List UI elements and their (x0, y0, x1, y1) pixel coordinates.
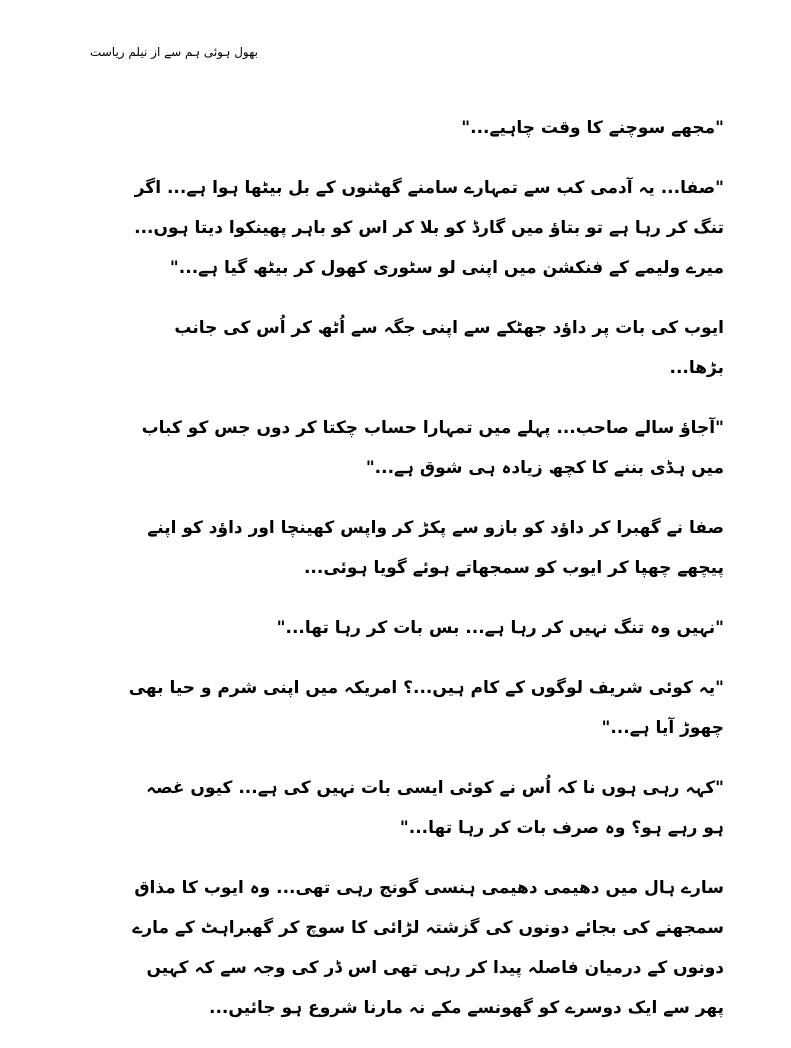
paragraph-4: "آجاؤ سالے صاحب... پہلے میں تمہارا حساب چکتا کر دوں جس کو کباب میں ہڈی بننے کا کچھ زیادہ ہی شوق ہے..." (141, 418, 724, 478)
page-header: بھول ہوئی ہم سے از نیلم ریاست (89, 45, 258, 59)
paragraph-3: ایوب کی بات پر داؤد جھٹکے سے اپنی جگہ سے اُٹھ کر اُس کی جانب بڑھا... (174, 318, 724, 378)
paragraph-9: سارے ہال میں دھیمی دھیمی ہنسی گونج رہی تھی... وہ ایوب کا مذاق سمجھنے کی بجائے دونوں کی گزشتہ لڑائی کا سوچ کر گھبراہٹ کے مارے دونوں کے درمیان فاصلہ پیدا کر رہی تھی اس ڈر کی وجہ سے کہ کہیں پھر سے ایک دوسرے کو گھونسے مکے نہ مارنا شروع ہو جائیں... (132, 878, 724, 1018)
document-body (120, 108, 724, 1048)
paragraph-8: "کہہ رہی ہوں نا کہ اُس نے کوئی ایسی بات نہیں کی ہے... کیوں غصہ ہو رہے ہو؟ وہ صرف بات کر رہا تھا..." (146, 778, 724, 838)
paragraph-1: "مجھے سوچنے کا وقت چاہیے..." (461, 118, 724, 138)
paragraph-5: صفا نے گھبرا کر داؤد کو بازو سے پکڑ کر واپس کھینچا اور داؤد کو اپنے پیچھے چھپا کر ایوب کو سمجھاتے ہوئے گویا ہوئی... (147, 518, 724, 578)
paragraph-2: "صفا... یہ آدمی کب سے تمہارے سامنے گھٹنوں کے بل بیٹھا ہوا ہے... اگر تنگ کر رہا ہے تو بتاؤ میں گارڈ کو بلا کر اس کو باہر پھینکوا دیتا ہوں... میرے ولیمے کے فنکشن میں اپنی لو سٹوری کھول کر بیٹھ گیا ہے..." (134, 178, 724, 278)
paragraph-6: "نہیں وہ تنگ نہیں کر رہا ہے... بس بات کر رہا تھا..." (276, 618, 724, 638)
paragraph-7: "یہ کوئی شریف لوگوں کے کام ہیں...؟ امریکہ میں اپنی شرم و حیا بھی چھوڑ آیا ہے..." (128, 678, 724, 738)
